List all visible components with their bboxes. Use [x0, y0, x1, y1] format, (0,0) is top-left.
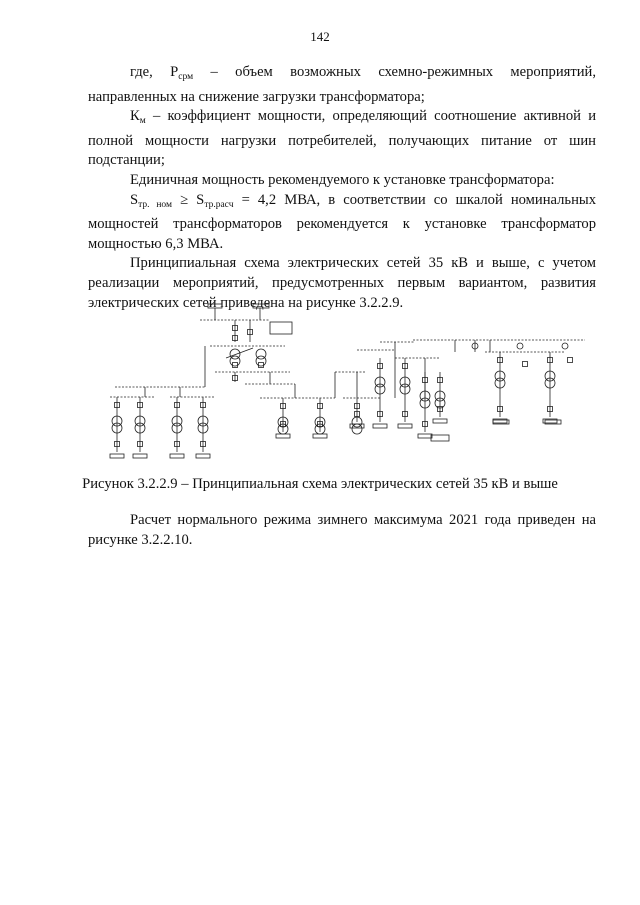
label-box: [398, 424, 412, 428]
switch-symbol: [233, 363, 238, 368]
label-box: [313, 434, 327, 438]
switch-symbol: [523, 362, 528, 367]
label-box: [170, 454, 184, 458]
paragraph-figure-reference: Принципиальная схема электрических сетей 35 кВ и выше, с учетом реализации мероприятий, предусмотренных первым вариантом, развития электрических сетей приведена на рисунке 3.2.2.9.: [88, 255, 596, 311]
transformer-winding: [352, 424, 362, 434]
transformer-winding: [256, 356, 266, 366]
label-box: [373, 424, 387, 428]
label-box: [276, 434, 290, 438]
switch-symbol: [259, 363, 264, 368]
substation-box: [270, 322, 292, 334]
switch-symbol: [568, 358, 573, 363]
transformer-winding: [230, 356, 240, 366]
paragraph-definition-psrm: где, $Р_{срм}$ – объем возможных схемно-режимных мероприятий, направленных на снижение загрузки трансформатора;: [88, 64, 596, 105]
paragraph-calculation-reference: Расчет нормального режима зимнего максимума 2021 года приведен на рисунке 3.2.2.10.: [88, 512, 596, 548]
figure-caption: Рисунок 3.2.2.9 – Принципиальная схема электрических сетей 35 кВ и выше: [82, 476, 558, 492]
body-text: [88, 63, 596, 313]
label-box: [418, 434, 432, 438]
page-number: 142: [310, 29, 330, 44]
schematic-diagram-figure: [95, 302, 595, 462]
paragraph-formula: $S_{тр. ном} \ge S_{тр.расч} = 4,2$ МВА, в соответствии со шкалой номинальных мощностей трансформаторов рекомендуется к установке трансформатор мощностью 6,3 МВА.: [88, 191, 596, 252]
paragraph-unit-power: Единичная мощность рекомендуемого к установке трансформатора:: [130, 171, 555, 188]
label-box: [196, 454, 210, 458]
label-box: [133, 454, 147, 458]
node-symbol: [517, 343, 523, 349]
label-box: [253, 304, 269, 308]
node-symbol: [562, 343, 568, 349]
substation-box: [431, 435, 449, 441]
label-box: [110, 454, 124, 458]
label-box: [208, 304, 222, 308]
paragraph-definition-km: $К_м$ – коэффициент мощности, определяющий соотношение активной и полной мощности нагрузки потребителей, получающих питание от шин подстанции;: [88, 108, 596, 169]
label-box: [433, 419, 447, 423]
schematic-diagram: [95, 302, 595, 462]
body-text-after-figure: [88, 511, 596, 550]
